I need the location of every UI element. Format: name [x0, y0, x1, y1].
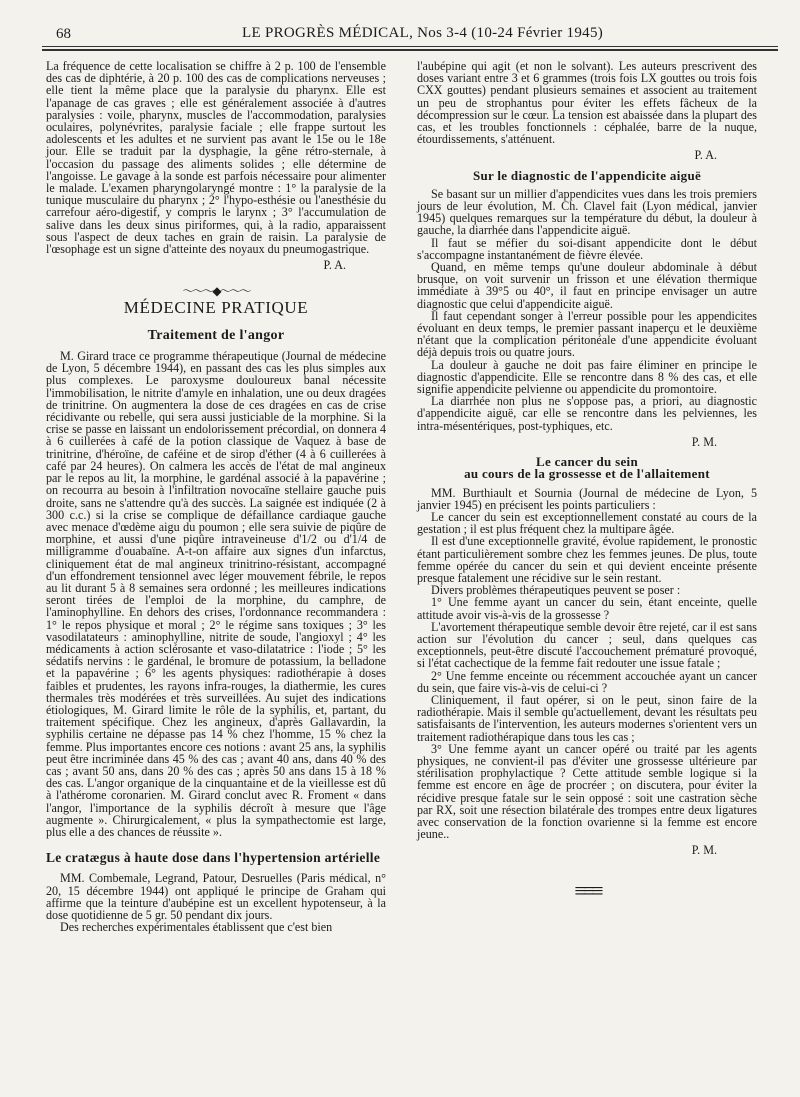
- crataegus-continued: l'aubépine qui agit (et non le solvant). Les auteurs prescrivent des doses variant entre 3 et 6 grammes (trois fois LX gouttes ou trois fois CXX gouttes) pendant plusieurs semaines et associent au traitement un peu de strophantus pour éviter les effets fâcheux de la décompression sur le cœur. La tension est abaissée dans la plupart des cas, et les troubles fonctionnels : céphalée, barre de la nuque, étourdissements, s'atténuent.: [417, 59, 757, 147]
- header-rule: [42, 46, 778, 47]
- appendicite-p2: Il faut se méfier du soi-disant appendicite dont le début s'accompagne instantanément de fièvre élevée.: [417, 235, 757, 262]
- appendicite-p3: Quand, en même temps qu'une douleur abdominale à début brusque, on voit survenir un frisson et une élévation thermique immédiate à 39°5 ou 40°, il faut en principe envisager un autre diagnostic que celui d'appendicite aiguë.: [417, 260, 757, 311]
- page-header: [42, 22, 778, 44]
- section-ornament: 〜〜〜◆〜〜〜: [182, 284, 250, 299]
- right-column: [417, 59, 757, 903]
- header-rule-thick: [42, 49, 778, 51]
- article-title-cancer-1: Le cancer du sein: [536, 454, 638, 470]
- cancer-p3: Il est d'une exceptionnelle gravité, évolue rapidement, le pronostic étant particulièrement sombre chez les femmes jeunes. De plus, toute femme opérée du cancer du sein et qui devient enceinte présente presque fatalement une récidive sur le sein restant.: [417, 534, 757, 585]
- running-title: LE PROGRÈS MÉDICAL, Nos 3-4 (10-24 Février 1945): [242, 25, 604, 41]
- cancer-p5: 1° Une femme ayant un cancer du sein, étant enceinte, quelle attitude avoir vis-à-vis de la grossesse ?: [417, 595, 757, 622]
- crataegus-signature: P. A.: [694, 148, 717, 163]
- left-column: [46, 60, 386, 933]
- cancer-signature: P. M.: [691, 843, 717, 858]
- cancer-p2: Le cancer du sein est exceptionnellement constaté au cours de la gestation ; il est plus fréquent chez la multipare âgée.: [417, 509, 757, 537]
- appendicite-signature: P. M.: [691, 434, 717, 449]
- cancer-p7: 2° Une femme enceinte ou récemment accouchée ayant un cancer du sein, que faire vis-à-vis de celui-ci ?: [417, 668, 757, 695]
- angor-body: M. Girard trace ce programme thérapeutique (Journal de médecine de Lyon, 5 décembre 1944), en passant des cas les plus simples aux plus complexes. Le paroxysme douloureux banal nécessite l'immobilisation, le nitrite d'amyle en inhalation, une ou deux dragées de trinitrine. On augmentera la dose de ces dragées en cas de crise récidivante ou rebelle, qui sera aussi justiciable de la morphine. Si la crise se passe en laissant un endolorissement précordial, on donnera 4 à 6 cuillerées à café de la potion classique de Vaquez à base de trinitrine, d'héroïne, de caféine et de sirop d'éther (4 à 6 cuillerées à café par 24 heures). On calmera les accès de l'état de mal angineux par le repos au lit, la morphine, le gardénal associé à la papavérine ; on recourra au besoin à l'infiltration novocaïne stellaire gauche puis droite, sans ne s'attendre qu'à des succès. La saignée est indiquée (2 à 300 c.c.) si la crise se complique de défaillance cardiaque gauche avec menace d'œdème aigu du poumon ; elle sera suivie de piqûre de morphine, et aussi d'une piqûre intraveineuse d'1/2 ou d'1/4 de milligramme d'ouabaïne. A-t-on affaire aux signes d'un infarctus, cliniquement état de mal angineux trinitrino-résistant, accompagné d'un effondrement tensionnel avec léger mouvement fébrile, le repos au lit durant 5 à 8 semaines sera ordonné ; les meilleures indications seront tirées de l'emploi de la morphine, du camphre, de l'aminophylline. En dehors des crises, l'ordonnance recommandera : 1° le repos physique et moral ; 2° le régime sans toxiques ; 3° les vasodilatateurs : aminophylline, nitrite de soude, l'angioxyl ; 4° les médicaments à action sclérosante et vaso-dilatatrice : l'iode ; 5° les sédatifs nervins : le gardénal, le bromure de potassium, la belladone et la papavérine ; 6° les agents physiques: radiothérapie à doses faibles et prudentes, les rayons infra-rouges, la diathermie, les cures thermales très modérées et très surveillées. Au sujet des indications étiologiques, M. Girard limite le rôle de la syphilis, et, partant, du traitement spécifique. Chez les angineux, d'après Gallavardin, la syphilis certaine ne dépasse pas 14 % chez l'homme, 15 % chez la femme. Plus importantes encore ces notions : avant 25 ans, la syphilis peut être incriminée dans 45 % des cas ; avant 40 ans, dans 40 % des cas ; avant 50 ans, dans 20 % des cas ; après 50 ans dans 15 à 18 % des cas. L'angor organique de la cinquantaine et de la vieillesse est dû à l'athérome coronarien. M. Girard conclut avec R. Froment « dans l'angor, l'importance de la syphilis décroît à mesure que l'âge augmente ». Chirurgicalement, « plus la sympathectomie est large, plus elle a des chances de réussite ».: [46, 349, 386, 839]
- intro-paragraph: La fréquence de cette localisation se chiffre à 2 p. 100 de l'ensemble des cas de diphtérie, à 20 p. 100 des cas de complications nerveuses ; elle tient la même place que la paralysie du pharynx. Elle est l'apanage de cas graves ; elle est généralement associée à d'autres paralysies : voile, pharynx, muscles de l'accommodation, paralysies oculaires, polynévrites, paralysie faciale ; elle frappe surtout les adolescents et les adultes et ne survient pas avant le 15e ou le 18e jour. Elle se traduit par la dysphagie, la gêne rétro-sternale, à l'occasion du passage des aliments solides ; elle détermine de l'angoisse. Le gavage à la sonde est parfois nécessaire pour alimenter le malade. L'examen pharyngolaryngé montre : 1° la paralysie de la tunique musculaire du pharynx ; 2° l'hypo-esthésie ou l'anesthésie du carrefour aéro-digestif, y compris le larynx ; 3° l'accumulation de salive dans les deux sinus piriformes, qui, à la radio, apparaissent sous l'aspect de deux taches en grain de raisin. La paralysie de l'œsophage est un signe d'atteinte des noyaux du pneumogastrique.: [46, 59, 386, 257]
- appendicite-p5: La douleur à gauche ne doit pas faire éliminer en principe le diagnostic d'appendicite. Elle se rencontre dans 8 % des cas, et elle signifie appendicite pelvienne ou appendicite du promontoire.: [417, 357, 757, 397]
- cancer-p6: L'avortement thérapeutique semble devoir être rejeté, car il est sans action sur l'évolution du cancer ; seul, dans quelques cas exceptionnels, peut-être discuté l'accouchement prématuré provoqué, si l'état cachectique de la femme fait redouter une issue fatale ;: [417, 619, 757, 671]
- article-title-angor: Traitement de l'angor: [147, 327, 285, 343]
- crataegus-body: MM. Combemale, Legrand, Patour, Desruelles (Paris médical, n° 20, 15 décembre 1944) ont appliqué le principe de Graham qui affirme que la teinture d'aubépine est un excellent hypotenseur, à la dose quotidienne de 5 gr. 50 pendant dix jours.: [46, 871, 386, 922]
- article-title-cancer-2: au cours de la grossesse et de l'allaitement: [464, 466, 710, 482]
- page-number: 68: [56, 26, 71, 42]
- appendicite-p6: La diarrhée non plus ne s'oppose pas, a priori, au diagnostic d'appendicite aiguë, car elle se rencontre dans les pelviennes, les intra-mésentériques, post-typhiques, etc.: [417, 394, 757, 433]
- cancer-p4: Divers problèmes thérapeutiques peuvent se poser :: [431, 583, 681, 598]
- cancer-p1: MM. Burthiault et Sournia (Journal de médecine de Lyon, 5 janvier 1945) en précisent les points particuliers :: [417, 485, 757, 512]
- section-title: MÉDECINE PRATIQUE: [123, 297, 309, 317]
- intro-signature: P. A.: [323, 258, 346, 273]
- article-title-crataegus: Le cratægus à haute dose dans l'hypertension artérielle: [46, 850, 381, 866]
- end-ornament: ≡≡≡: [574, 877, 600, 903]
- article-title-appendicite: Sur le diagnostic de l'appendicite aiguë: [472, 167, 702, 183]
- cancer-p8: Cliniquement, il faut opérer, si on le peut, sinon faire de la radiothérapie. Mais il semble qu'actuellement, devant les résultats peu satisfaisants de l'intervention, les auteurs modernes s'orientent vers un traitement radiothérapique dans tous les cas ;: [417, 692, 757, 744]
- appendicite-p1: Se basant sur un millier d'appendicites vues dans les trois premiers jours de leur évolution, M. Ch. Clavel fait (Lyon médical, janvier 1945) quelques remarques sur la température du début, la douleur à gauche, la diarrhée dans l'appendicite aiguë.: [417, 186, 757, 238]
- cancer-p9: 3° Une femme ayant un cancer opéré ou traité par les agents physiques, ne convient-il pas d'éviter une grossesse ultérieure par stérilisation prophylactique ? Cette attitude semble logique si la femme est encore en âge de procréer ; on discutera, pour éviter la récidive presque fatale sur le sein opposé : soit une castration sèche par RX, soit une résection bilatérale des trompes entre deux ligatures avec conservation de la fonction ovarienne si la femme est encore jeune..: [417, 741, 757, 842]
- crataegus-body-2: Des recherches expérimentales établissent que c'est bien: [60, 920, 333, 935]
- appendicite-p4: Il faut cependant songer à l'erreur possible pour les appendicites évoluant en deux temps, le premier passant inaperçu et le deuxième n'étant que la complication péritonéale d'une appendicite évoluant déjà depuis trois ou quatre jours.: [417, 308, 757, 360]
